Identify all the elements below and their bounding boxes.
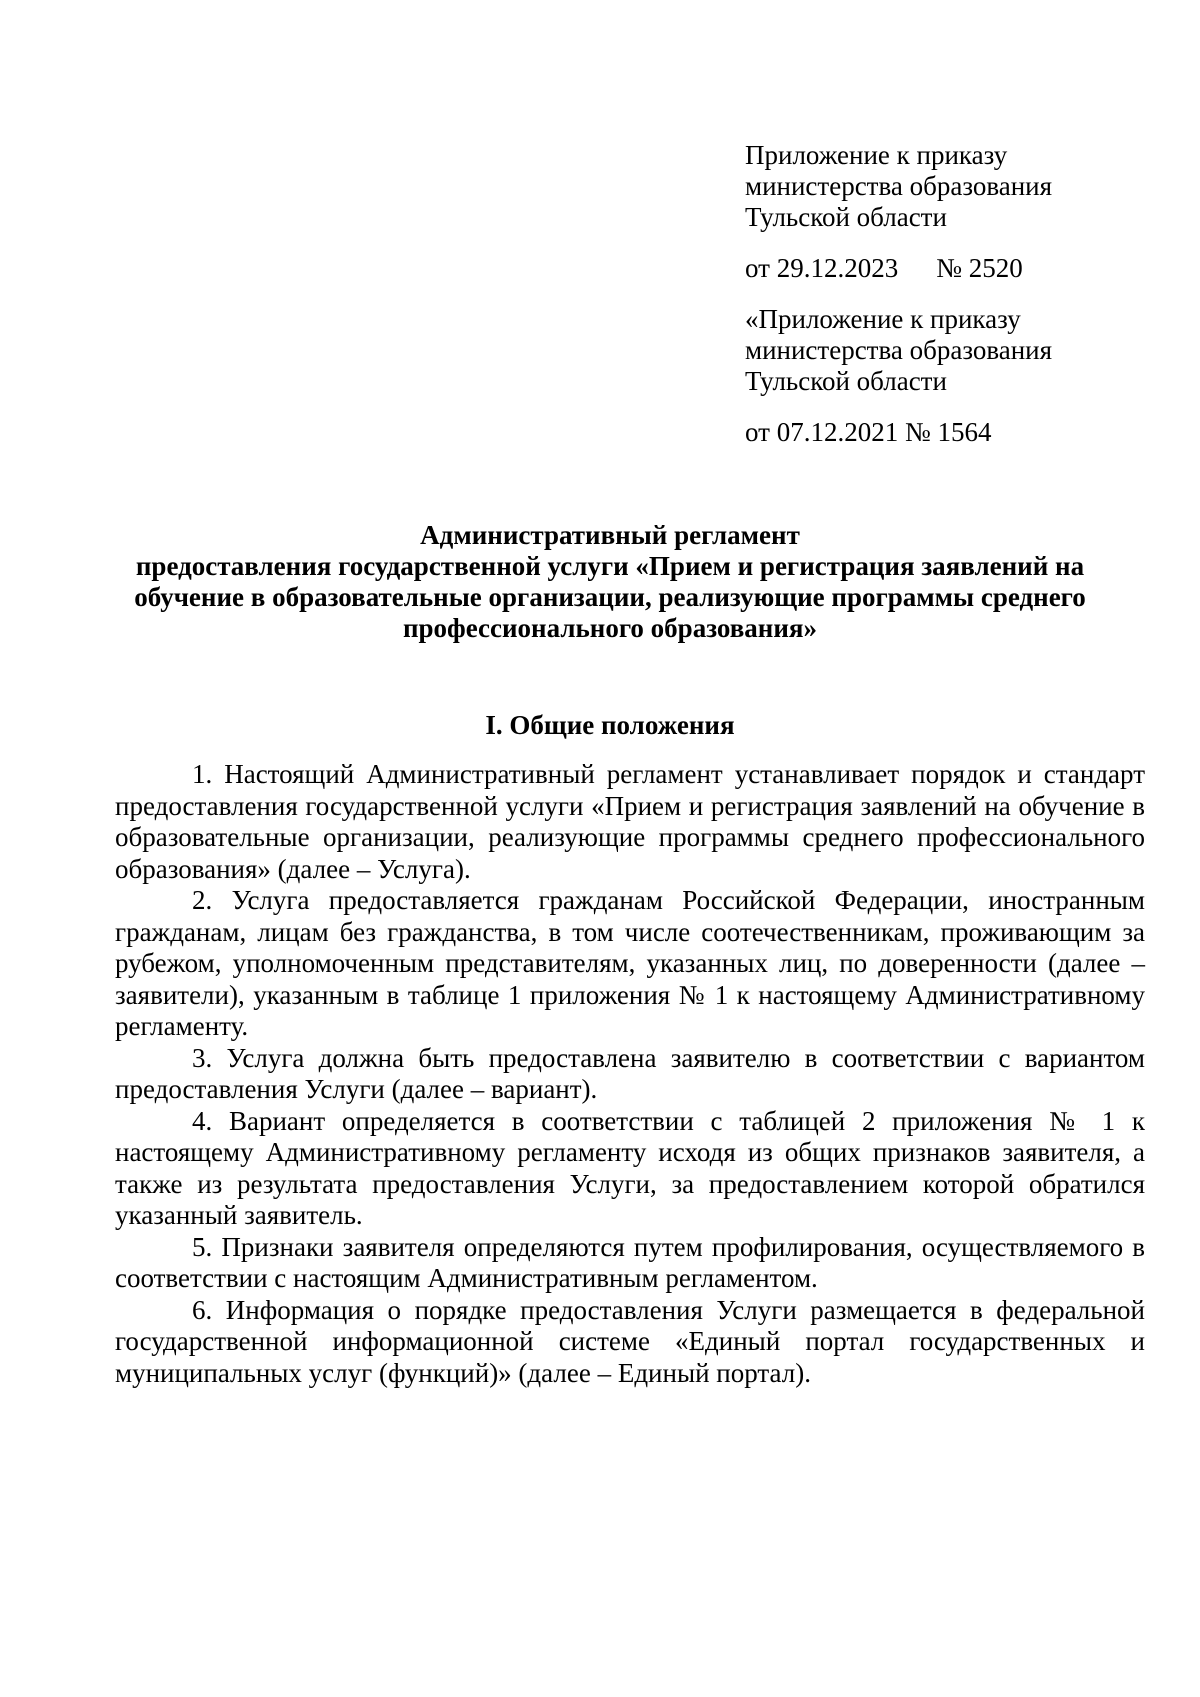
paragraph-1: 1. Настоящий Административный регламент устанавливает порядок и стандарт предоставления государственной услуги «Прием и регистрация заявлений на обучение в образовательные организации, реализующие программы среднего профессионального образования» (далее – Услуга). [115,759,1145,884]
appendix-current-date-line [745,253,1165,284]
section-body [115,759,1145,1389]
paragraph-5: 5. Признаки заявителя определяются путем профилирования, осуществляемого в соответствии с настоящим Административным регламентом. [115,1231,1145,1293]
appendix-current-number: № 2520 [936,253,1023,283]
appendix-previous-line-2: министерства образования [745,335,1053,365]
appendix-current-date: от 29.12.2023 [745,253,899,283]
appendix-current-line-2: министерства образования [745,171,1053,201]
title-line-1: Административный регламент [420,520,800,550]
appendix-previous-date-number: от 07.12.2021 № 1564 [745,417,992,447]
appendix-previous-line-3: Тульской области [745,366,947,396]
section-heading: I. Общие положения [485,710,735,740]
paragraph-3: 3. Услуга должна быть предоставлена заявителю в соответствии с вариантом предоставления Услуги (далее – вариант). [115,1042,1145,1104]
spacer [745,397,1165,417]
paragraph-2: 2. Услуга предоставляется гражданам Российской Федерации, иностранным гражданам, лицам без гражданства, в том числе соотечественникам, проживающим за рубежом, уполномоченным представителям, указанных лиц, по доверенности (далее – заявители), указанным в таблице 1 приложения № 1 к настоящему Административному регламенту. [115,885,1145,1041]
spacer [745,233,1165,253]
appendix-previous-line-1: «Приложение к приказу [745,304,1021,334]
appendix-current-line-3: Тульской области [745,202,947,232]
appendix-block [745,140,1165,448]
title-line-3: обучение в образовательные организации, реализующие программы среднего [134,582,1086,612]
title-line-2: предоставления государственной услуги «Прием и регистрация заявлений на [135,551,1085,581]
paragraph-6: 6. Информация о порядке предоставления Услуги размещается в федеральной государственной информационной системе «Единый портал государственных и муниципальных услуг (функций)» (далее – Единый портал). [115,1294,1145,1388]
spacer [745,284,1165,304]
paragraph-4: 4. Вариант определяется в соответствии с таблицей 2 приложения № 1 к настоящему Административному регламенту исходя из общих признаков заявителя, а также из результата предоставления Услуги, за предоставлением которой обратился указанный заявитель. [115,1105,1145,1230]
document-title [110,520,1110,644]
appendix-current-line-1: Приложение к приказу [745,140,1008,170]
title-line-4: профессионального образования» [402,613,818,643]
